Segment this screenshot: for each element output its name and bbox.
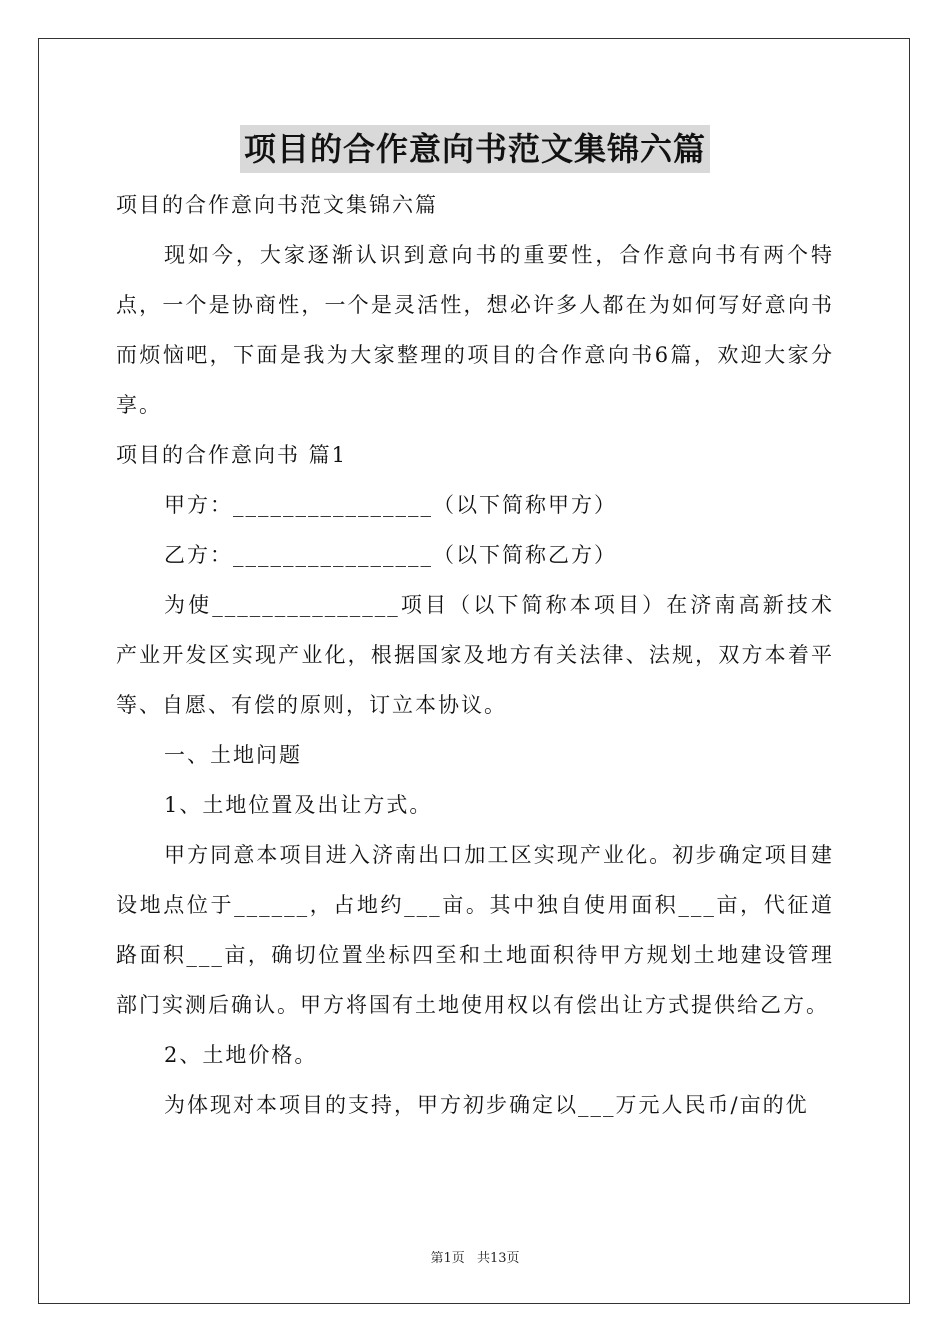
- page-total: 共13页: [476, 1251, 520, 1266]
- page-footer: [0, 1247, 950, 1266]
- paragraph: 甲方：________________（以下简称甲方）: [164, 493, 617, 517]
- document-title: 项目的合作意向书范文集锦六篇: [240, 125, 710, 173]
- paragraph: 现如今，大家逐渐认识到意向书的重要性，合作意向书有两个特点，一个是协商性，一个是灵活性，想必许多人都在为如何写好意向书而烦恼吧，下面是我为大家整理的项目的合作意向书6篇，欢迎大家分享。: [116, 243, 834, 417]
- document-body: [116, 180, 834, 1130]
- paragraph: 项目的合作意向书 篇1: [116, 443, 348, 467]
- paragraph: 1、土地位置及出让方式。: [164, 793, 433, 817]
- title-container: [0, 125, 950, 173]
- paragraph: 为体现对本项目的支持，甲方初步确定以___万元人民币/亩的优: [164, 1093, 809, 1117]
- paragraph: 为使_______________项目（以下简称本项目）在济南高新技术产业开发区实现产业化，根据国家及地方有关法律、法规，双方本着平等、自愿、有偿的原则，订立本协议。: [116, 593, 834, 717]
- paragraph: 甲方同意本项目进入济南出口加工区实现产业化。初步确定项目建设地点位于______，占地约___亩。其中独自使用面积___亩，代征道路面积___亩，确切位置坐标四至和土地面积待甲方规划土地建设管理部门实测后确认。甲方将国有土地使用权以有偿出让方式提供给乙方。: [116, 843, 834, 1017]
- paragraph: 乙方：________________（以下简称乙方）: [164, 543, 617, 567]
- page-number: 第1页: [430, 1251, 465, 1266]
- paragraph: 一、土地问题: [164, 743, 302, 767]
- paragraph: 项目的合作意向书范文集锦六篇: [116, 193, 438, 217]
- paragraph: 2、土地价格。: [164, 1043, 318, 1067]
